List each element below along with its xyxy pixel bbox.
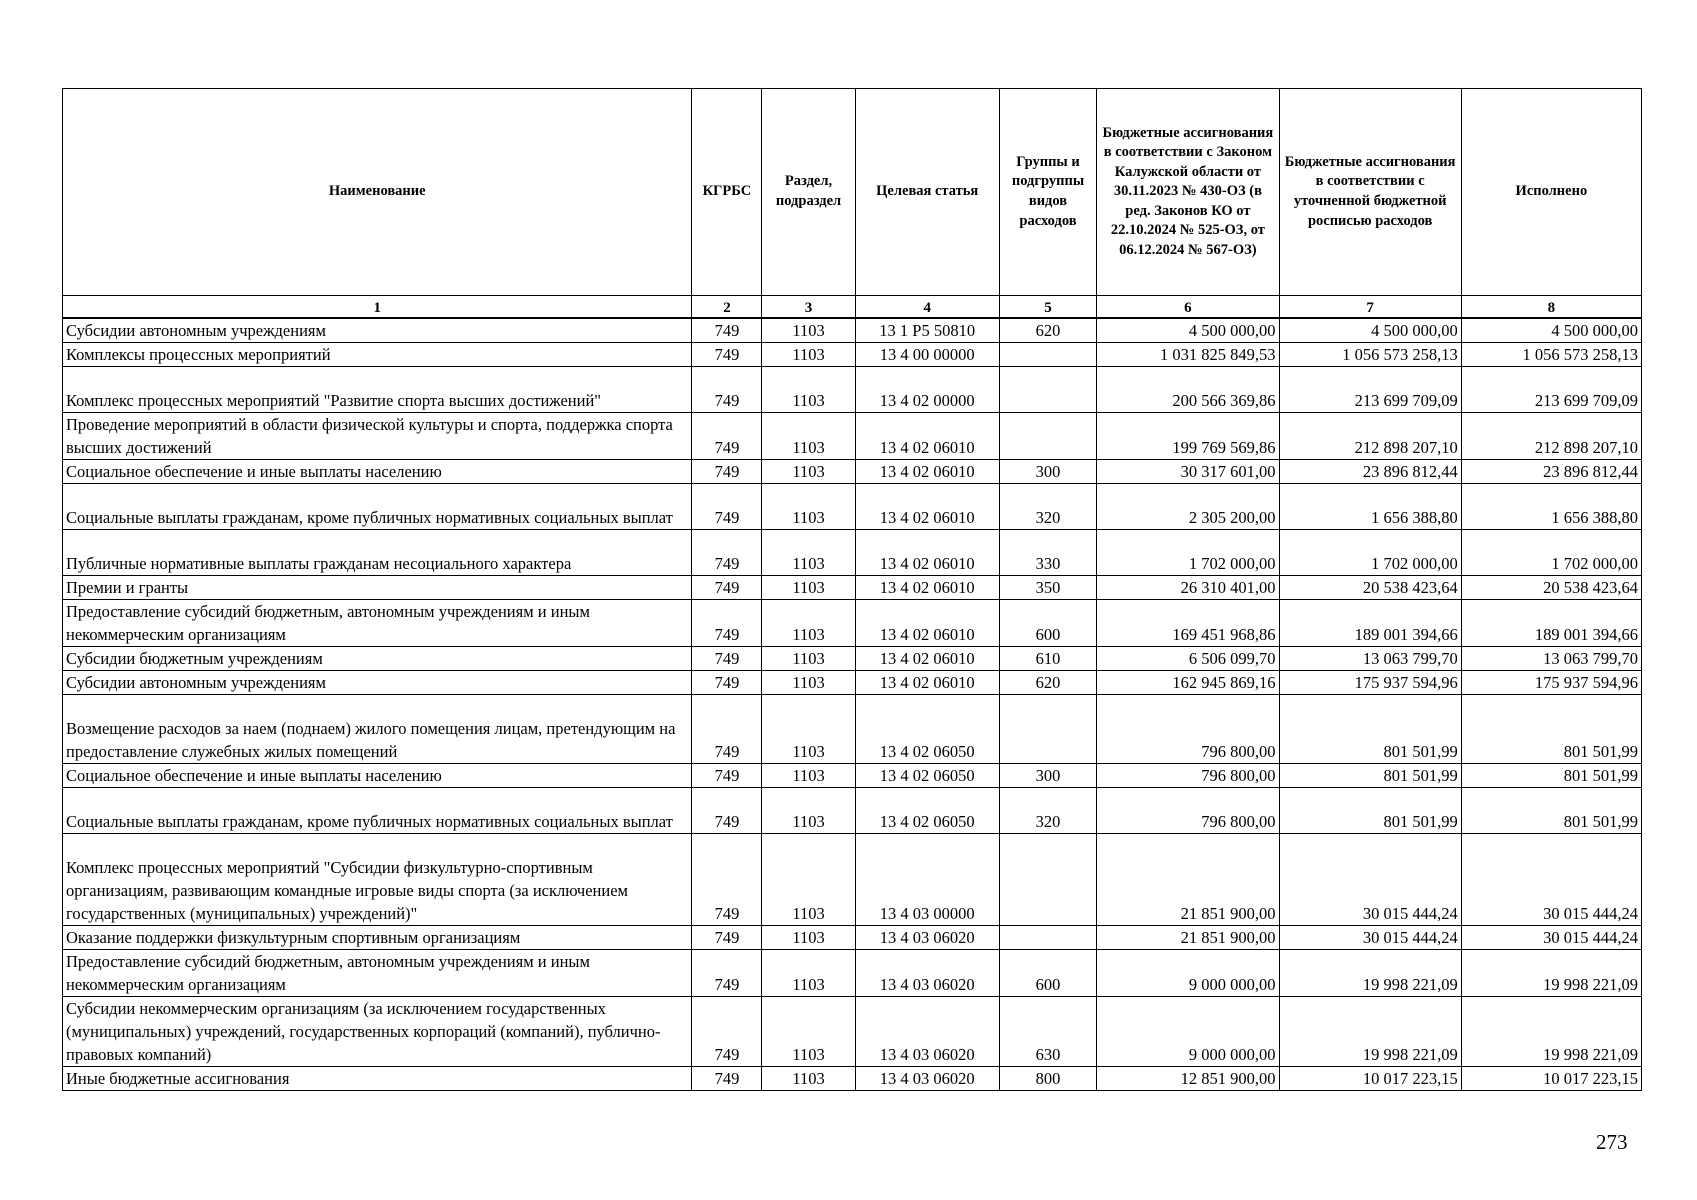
cell-target-article: 13 1 Р5 50810 [855, 318, 999, 343]
cell-kgrbs: 749 [692, 460, 762, 484]
cell-name: Субсидии автономным учреждениям [63, 318, 692, 343]
cell-razdel: 1103 [762, 950, 855, 997]
table-row [63, 318, 1642, 343]
cell-budget-schedule: 212 898 207,10 [1279, 413, 1461, 460]
cell-law-allocation: 796 800,00 [1097, 788, 1279, 834]
cell-name: Предоставление субсидий бюджетным, автономным учреждениям и иным некоммерческим организациям [63, 950, 692, 997]
cell-budget-schedule: 213 699 709,09 [1279, 367, 1461, 413]
table-row [63, 926, 1642, 950]
cell-expense-group [999, 695, 1096, 764]
cell-budget-schedule: 19 998 221,09 [1279, 997, 1461, 1067]
table-row [63, 997, 1642, 1067]
table-row [63, 671, 1642, 695]
table-row [63, 950, 1642, 997]
cell-name: Публичные нормативные выплаты гражданам несоциального характера [63, 530, 692, 576]
cell-executed: 1 056 573 258,13 [1461, 343, 1641, 367]
cell-expense-group [999, 413, 1096, 460]
cell-kgrbs: 749 [692, 343, 762, 367]
cell-kgrbs: 749 [692, 530, 762, 576]
cell-executed: 23 896 812,44 [1461, 460, 1641, 484]
cell-target-article: 13 4 02 06050 [855, 788, 999, 834]
header-kgrbs: КГРБС [692, 89, 762, 296]
cell-expense-group: 300 [999, 460, 1096, 484]
cell-name: Предоставление субсидий бюджетным, автономным учреждениям и иным некоммерческим организациям [63, 600, 692, 647]
cell-kgrbs: 749 [692, 671, 762, 695]
cell-expense-group [999, 367, 1096, 413]
cell-expense-group [999, 926, 1096, 950]
header-razdel: Раздел, подраздел [762, 89, 855, 296]
header-name: Наименование [63, 89, 692, 296]
cell-target-article: 13 4 03 06020 [855, 926, 999, 950]
table-row [63, 367, 1642, 413]
cell-name: Возмещение расходов за наем (поднаем) жилого помещения лицам, претендующим на предоставление служебных жилых помещений [63, 695, 692, 764]
cell-expense-group: 600 [999, 600, 1096, 647]
cell-law-allocation: 26 310 401,00 [1097, 576, 1279, 600]
header-expense-groups: Группы и подгруппы видов расходов [999, 89, 1096, 296]
cell-name: Социальные выплаты гражданам, кроме публичных нормативных социальных выплат [63, 788, 692, 834]
cell-law-allocation: 796 800,00 [1097, 695, 1279, 764]
cell-name: Субсидии некоммерческим организациям (за исключением государственных (муниципальных) учреждений, государственных корпораций (компаний), публично-правовых компаний) [63, 997, 692, 1067]
table-row [63, 695, 1642, 764]
cell-law-allocation: 9 000 000,00 [1097, 997, 1279, 1067]
cell-name: Оказание поддержки физкультурным спортивным организациям [63, 926, 692, 950]
cell-expense-group [999, 834, 1096, 926]
cell-kgrbs: 749 [692, 367, 762, 413]
cell-executed: 175 937 594,96 [1461, 671, 1641, 695]
cell-executed: 801 501,99 [1461, 695, 1641, 764]
cell-target-article: 13 4 02 06010 [855, 484, 999, 530]
cell-kgrbs: 749 [692, 997, 762, 1067]
cell-budget-schedule: 189 001 394,66 [1279, 600, 1461, 647]
cell-target-article: 13 4 00 00000 [855, 343, 999, 367]
cell-razdel: 1103 [762, 764, 855, 788]
cell-kgrbs: 749 [692, 576, 762, 600]
cell-target-article: 13 4 02 06010 [855, 576, 999, 600]
cell-expense-group: 350 [999, 576, 1096, 600]
cell-law-allocation: 12 851 900,00 [1097, 1067, 1279, 1091]
cell-budget-schedule: 23 896 812,44 [1279, 460, 1461, 484]
cell-budget-schedule: 10 017 223,15 [1279, 1067, 1461, 1091]
table-row [63, 764, 1642, 788]
cell-razdel: 1103 [762, 530, 855, 576]
cell-razdel: 1103 [762, 600, 855, 647]
cell-name: Социальное обеспечение и иные выплаты населению [63, 460, 692, 484]
cell-executed: 30 015 444,24 [1461, 926, 1641, 950]
cell-executed: 801 501,99 [1461, 788, 1641, 834]
column-number: 3 [762, 296, 855, 319]
column-number: 4 [855, 296, 999, 319]
cell-razdel: 1103 [762, 576, 855, 600]
cell-target-article: 13 4 02 06050 [855, 764, 999, 788]
cell-expense-group: 300 [999, 764, 1096, 788]
cell-executed: 30 015 444,24 [1461, 834, 1641, 926]
cell-law-allocation: 169 451 968,86 [1097, 600, 1279, 647]
cell-razdel: 1103 [762, 997, 855, 1067]
cell-razdel: 1103 [762, 647, 855, 671]
cell-razdel: 1103 [762, 413, 855, 460]
table-row [63, 834, 1642, 926]
cell-razdel: 1103 [762, 367, 855, 413]
cell-executed: 19 998 221,09 [1461, 997, 1641, 1067]
column-number: 2 [692, 296, 762, 319]
cell-razdel: 1103 [762, 834, 855, 926]
cell-budget-schedule: 801 501,99 [1279, 764, 1461, 788]
cell-kgrbs: 749 [692, 764, 762, 788]
cell-target-article: 13 4 02 06010 [855, 600, 999, 647]
cell-name: Социальные выплаты гражданам, кроме публичных нормативных социальных выплат [63, 484, 692, 530]
cell-executed: 19 998 221,09 [1461, 950, 1641, 997]
cell-budget-schedule: 1 056 573 258,13 [1279, 343, 1461, 367]
cell-kgrbs: 749 [692, 318, 762, 343]
cell-budget-schedule: 1 702 000,00 [1279, 530, 1461, 576]
cell-law-allocation: 1 702 000,00 [1097, 530, 1279, 576]
cell-budget-schedule: 19 998 221,09 [1279, 950, 1461, 997]
table-body [63, 318, 1642, 1091]
table-row [63, 1067, 1642, 1091]
cell-law-allocation: 796 800,00 [1097, 764, 1279, 788]
cell-kgrbs: 749 [692, 788, 762, 834]
cell-razdel: 1103 [762, 484, 855, 530]
header-executed: Исполнено [1461, 89, 1641, 296]
column-number: 7 [1279, 296, 1461, 319]
cell-expense-group [999, 343, 1096, 367]
cell-law-allocation: 200 566 369,86 [1097, 367, 1279, 413]
cell-law-allocation: 6 506 099,70 [1097, 647, 1279, 671]
cell-name: Иные бюджетные ассигнования [63, 1067, 692, 1091]
table-row [63, 647, 1642, 671]
cell-law-allocation: 9 000 000,00 [1097, 950, 1279, 997]
cell-law-allocation: 1 031 825 849,53 [1097, 343, 1279, 367]
cell-target-article: 13 4 03 06020 [855, 1067, 999, 1091]
cell-expense-group: 620 [999, 318, 1096, 343]
cell-kgrbs: 749 [692, 484, 762, 530]
cell-kgrbs: 749 [692, 647, 762, 671]
cell-executed: 4 500 000,00 [1461, 318, 1641, 343]
cell-target-article: 13 4 02 06010 [855, 460, 999, 484]
cell-name: Социальное обеспечение и иные выплаты населению [63, 764, 692, 788]
budget-table [62, 88, 1642, 1091]
cell-law-allocation: 2 305 200,00 [1097, 484, 1279, 530]
cell-executed: 801 501,99 [1461, 764, 1641, 788]
cell-kgrbs: 749 [692, 834, 762, 926]
cell-expense-group: 610 [999, 647, 1096, 671]
cell-budget-schedule: 13 063 799,70 [1279, 647, 1461, 671]
cell-executed: 20 538 423,64 [1461, 576, 1641, 600]
cell-razdel: 1103 [762, 926, 855, 950]
table-row [63, 484, 1642, 530]
cell-budget-schedule: 20 538 423,64 [1279, 576, 1461, 600]
cell-kgrbs: 749 [692, 1067, 762, 1091]
cell-name: Комплексы процессных мероприятий [63, 343, 692, 367]
column-number: 5 [999, 296, 1096, 319]
column-number: 8 [1461, 296, 1641, 319]
cell-razdel: 1103 [762, 671, 855, 695]
cell-target-article: 13 4 02 06010 [855, 647, 999, 671]
cell-expense-group: 620 [999, 671, 1096, 695]
table-row [63, 576, 1642, 600]
cell-kgrbs: 749 [692, 600, 762, 647]
cell-law-allocation: 30 317 601,00 [1097, 460, 1279, 484]
cell-budget-schedule: 1 656 388,80 [1279, 484, 1461, 530]
table-row [63, 600, 1642, 647]
cell-target-article: 13 4 03 06020 [855, 997, 999, 1067]
cell-kgrbs: 749 [692, 695, 762, 764]
cell-name: Субсидии бюджетным учреждениям [63, 647, 692, 671]
page-number: 273 [1596, 1130, 1628, 1154]
cell-budget-schedule: 801 501,99 [1279, 788, 1461, 834]
table-row [63, 343, 1642, 367]
cell-target-article: 13 4 03 06020 [855, 950, 999, 997]
column-number: 6 [1097, 296, 1279, 319]
cell-target-article: 13 4 02 06010 [855, 671, 999, 695]
cell-name: Проведение мероприятий в области физической культуры и спорта, поддержка спорта высших достижений [63, 413, 692, 460]
cell-kgrbs: 749 [692, 950, 762, 997]
cell-razdel: 1103 [762, 1067, 855, 1091]
cell-law-allocation: 4 500 000,00 [1097, 318, 1279, 343]
cell-executed: 213 699 709,09 [1461, 367, 1641, 413]
header-law-allocations: Бюджетные ассигнования в соответствии с Законом Калужской области от 30.11.2023 № 430-ОЗ (в ред. Законов КО от 22.10.2024 № 525-ОЗ, от 06.12.2024 № 567-ОЗ) [1097, 89, 1279, 296]
cell-expense-group: 330 [999, 530, 1096, 576]
header-target-article: Целевая статья [855, 89, 999, 296]
column-number: 1 [63, 296, 692, 319]
cell-expense-group: 800 [999, 1067, 1096, 1091]
cell-executed: 189 001 394,66 [1461, 600, 1641, 647]
cell-expense-group: 320 [999, 484, 1096, 530]
cell-law-allocation: 199 769 569,86 [1097, 413, 1279, 460]
cell-target-article: 13 4 03 00000 [855, 834, 999, 926]
cell-law-allocation: 21 851 900,00 [1097, 926, 1279, 950]
cell-razdel: 1103 [762, 318, 855, 343]
cell-target-article: 13 4 02 06050 [855, 695, 999, 764]
cell-name: Субсидии автономным учреждениям [63, 671, 692, 695]
cell-target-article: 13 4 02 00000 [855, 367, 999, 413]
cell-target-article: 13 4 02 06010 [855, 413, 999, 460]
cell-executed: 10 017 223,15 [1461, 1067, 1641, 1091]
cell-kgrbs: 749 [692, 926, 762, 950]
cell-expense-group: 600 [999, 950, 1096, 997]
cell-expense-group: 320 [999, 788, 1096, 834]
cell-kgrbs: 749 [692, 413, 762, 460]
cell-budget-schedule: 175 937 594,96 [1279, 671, 1461, 695]
cell-name: Премии и гранты [63, 576, 692, 600]
cell-law-allocation: 162 945 869,16 [1097, 671, 1279, 695]
cell-executed: 212 898 207,10 [1461, 413, 1641, 460]
header-budget-schedule: Бюджетные ассигнования в соответствии с уточненной бюджетной росписью расходов [1279, 89, 1461, 296]
cell-razdel: 1103 [762, 460, 855, 484]
cell-expense-group: 630 [999, 997, 1096, 1067]
cell-budget-schedule: 30 015 444,24 [1279, 834, 1461, 926]
table-row [63, 413, 1642, 460]
cell-budget-schedule: 30 015 444,24 [1279, 926, 1461, 950]
cell-razdel: 1103 [762, 788, 855, 834]
table-row [63, 530, 1642, 576]
cell-budget-schedule: 4 500 000,00 [1279, 318, 1461, 343]
table-row [63, 788, 1642, 834]
cell-razdel: 1103 [762, 343, 855, 367]
cell-executed: 1 656 388,80 [1461, 484, 1641, 530]
cell-law-allocation: 21 851 900,00 [1097, 834, 1279, 926]
cell-name: Комплекс процессных мероприятий "Субсидии физкультурно-спортивным организациям, развивающим командные игровые виды спорта (за исключением государственных (муниципальных) учреждений)" [63, 834, 692, 926]
cell-name: Комплекс процессных мероприятий "Развитие спорта высших достижений" [63, 367, 692, 413]
cell-target-article: 13 4 02 06010 [855, 530, 999, 576]
cell-executed: 13 063 799,70 [1461, 647, 1641, 671]
cell-budget-schedule: 801 501,99 [1279, 695, 1461, 764]
cell-razdel: 1103 [762, 695, 855, 764]
table-row [63, 460, 1642, 484]
cell-executed: 1 702 000,00 [1461, 530, 1641, 576]
